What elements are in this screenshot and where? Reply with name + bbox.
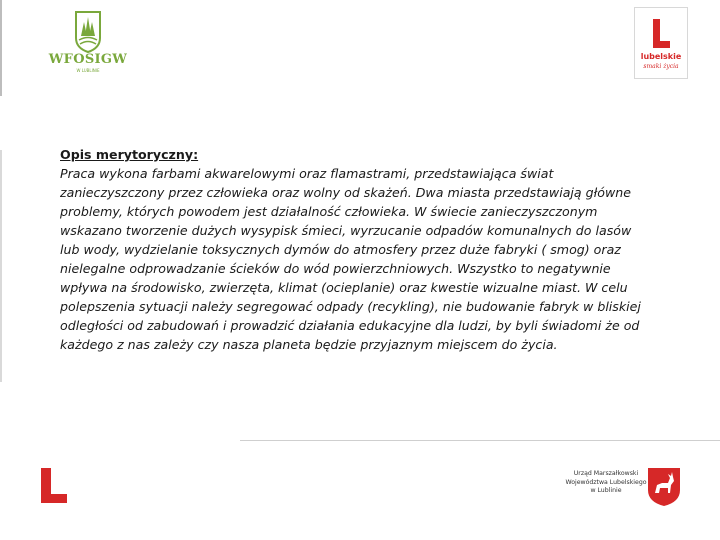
left-edge-rule-middle [0,150,2,382]
office-line: w Lublinie [590,487,622,494]
description-line: zanieczyszczony przez człowieka oraz wolny od skażeń. Dwa miasta przedstawiają główne [60,185,631,200]
forest-logo-icon [48,8,128,54]
description-line: Praca wykona farbami akwarelowymi oraz flamastrami, przedstawiająca świat [60,166,554,181]
wfosigw-logo [48,8,128,74]
office-line: Urząd Marszałkowski [573,470,639,477]
description-block [60,145,660,354]
description-line: odległości od zabudowań i prowadzić działania edukacyjne dla ludzi, by byli świadomi że od [60,318,640,333]
description-line: lub wody, wydzielanie toksycznych dymów do atmosfery przez duże fabryki ( smog) oraz [60,242,621,257]
description-line: nielegalne odprowadzanie ścieków do wód powierzchniowych. Wszystko to negatywnie [60,261,611,276]
office-line: Województwa Lubelskiego [565,478,647,486]
deer-coat-of-arms-icon [646,466,682,508]
wfosigw-logo-subtitle: W LUBLINIE [76,68,100,73]
lubelskie-logo-name: lubelskie [640,52,682,61]
description-heading: Opis merytoryczny: [60,147,199,162]
marshal-office-label [562,470,650,496]
left-edge-rule-top [0,0,2,96]
wfosigw-logo-name: WFOŚIGW [48,52,128,67]
description-line: problemy, których powodem jest działalność człowieka. W świecie zanieczyszczonym [60,204,598,219]
description-line: polepszenia sytuacji należy segregować odpady (recykling), nie budowanie fabryk w bliskiej [60,299,641,314]
description-line: wskazano tworzenie dużych wysypisk śmieci, wyrzucanie odpadów komunalnych do lasów [60,223,632,238]
lubelskie-l-icon [651,19,671,49]
footer-divider [240,440,720,441]
lubelskie-logo-tagline: smaki życia [643,63,679,70]
description-line: wpływa na środowisko, zwierzęta, klimat (ocieplanie) oraz kwestie wizualne miast. W celu [60,280,628,295]
description-line: każdego z nas zależy czy nasza planeta będzie przyjaznym miejscem do życia. [60,337,558,352]
description-body [60,164,660,354]
lubelskie-l-icon [40,468,68,504]
lubelskie-logo [634,7,688,79]
